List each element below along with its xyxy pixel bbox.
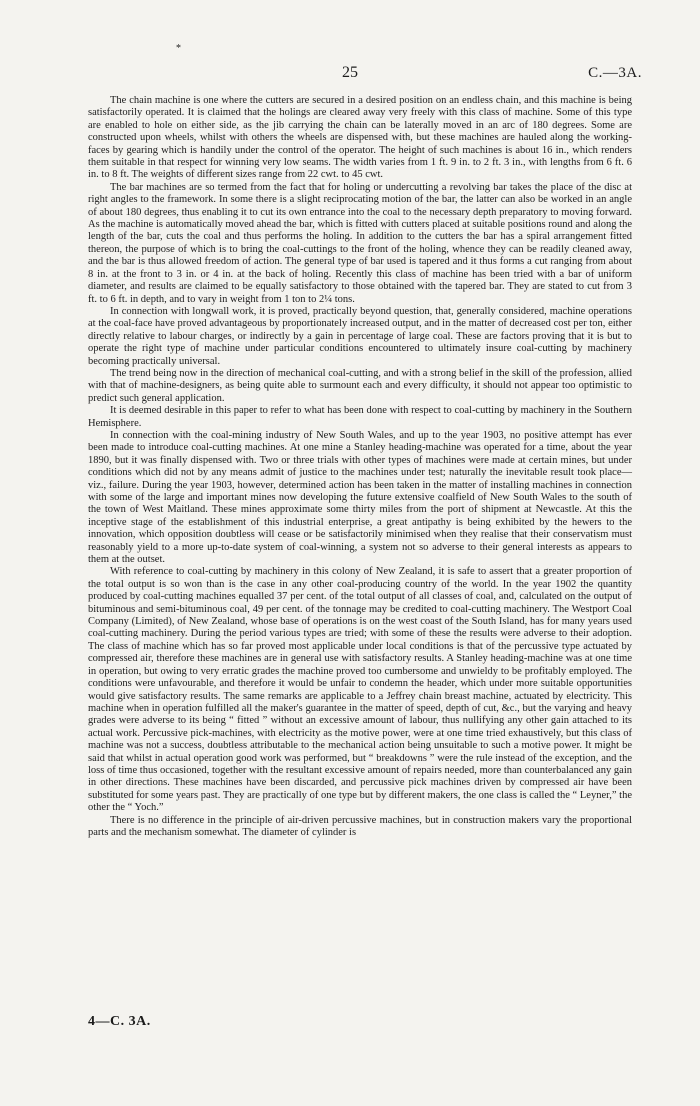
paragraph-bar-machines: The bar machines are so termed from the fact that for holing or undercutting a revolving bar takes the place of the disc at right angles to the framework. In some there is a slight reciprocating motion of the bar, the latter can also be worked in an angle of about 180 degrees, thus enabling it to cut its own entrance into the coal to the necessary depth preparatory to moving forward. As the machine is automatically moved ahead the bar, which is fitted with cutters placed at suitable positions round and along the length of the bar, cuts the coal and thus performs the holing. In addition to the cutters the bar has a spiral arrangement fitted thereon, the purpose of which is to bring the coal-cuttings to the front of the holing, whence they can be readily cleaned away, and the bar is thus allowed freedom of action. The general type of bar used is tapered and it thus forms a cut ranging from about 8 in. at the front to 3 in. or 4 in. at the back of holing. Recently this class of machine has been tried with a bar of uniform diameter, and results are claimed to be equally satisfactory to those obtained with the tapered bar. They are stated to cut from 3 ft. to 6 ft. in depth, and to vary in weight from 1 ton to 2¼ tons.	[88, 181, 632, 305]
paragraph-new-zealand: With reference to coal-cutting by machinery in this colony of New Zealand, it is safe to assert that a greater proportion of the total output is so won than is the case in any other coal-producing country of the world. In the year 1902 the quantity produced by coal-cutting machines equalled 37 per cent. of the total output of all classes of coal, and, calculated on the output of bituminous and semi-bituminous coal, 49 per cent. of the tonnage may be credited to coal-cutting machinery. The Westport Coal Company (Limited), of New Zealand, whose base of operations is on the west coast of the South Island, has for many years used coal-cutting machinery. During the period various types are tried; with some of these the results were adverse to their adoption. The class of machine which has so far proved most applicable under local conditions is that of the percussive type actuated by compressed air, therefore these machines are in general use with satisfactory results. A Stanley heading-machine was at one time in operation, but owing to very erratic grades the machine proved too cumbersome and unwieldy to be profitably employed. The conditions were unfavourable, and therefore it would be unfair to condemn the header, which under more suitable opportunities would give satisfactory results. The same remarks are applicable to a Jeffrey chain breast machine, actuated by electricity. This machine when in operation fulfilled all the maker's guarantee in the matter of speed, depth of cut, &c., but the varying and heavy grades were adverse to its being “ fitted ” without an excessive amount of labour, thus nullifying any other gain attached to its actual work. Percussive pick-machines, with electricity as the motive power, were at one time tried exhaustively, but this class of machine was not a success, doubtless attributable to the mechanical action being unsuitable to such a motive power. It might be said that whilst in actual operation good work was performed, but “ breakdowns ” were the rule instead of the exception, and the loss of time thus occasioned, together with the resultant excessive amount of repairs needed, more than counterbalanced any gain in other directions. These machines have been discarded, and percussive pick machines driven by compressed air have been substituted for some years past. They are practically of one type but by different makers, the one class is called the “ Leyner,” the other the “ Yoch.”	[88, 566, 632, 814]
body-text	[88, 95, 632, 839]
paragraph-longwall-work: In connection with longwall work, it is proved, practically beyond question, that, generally considered, machine operations at the coal-face have proved advantageous by proportionately increased output, and in the matter of decreased cost per ton, either directly relative to labour charges, or indirectly by a gain in percentage of large coal. These are factors proving that it is but to operate the right type of machine under particular conditions encountered to ultimately insure coal-cutting by machinery becoming practically universal.	[88, 305, 632, 367]
paragraph-percussive-machines: There is no difference in the principle of air-driven percussive machines, but in construction makers vary the proportional parts and the mechanism somewhat. The diameter of cylinder is	[88, 814, 632, 838]
signature-mark: 4—C. 3A.	[88, 1014, 151, 1029]
document-reference: C.—3A.	[588, 65, 642, 81]
printer-mark: *	[176, 43, 181, 54]
page-number: 25	[342, 64, 358, 81]
paragraph-chain-machine: The chain machine is one where the cutters are secured in a desired position on an endless chain, and this machine is being satisfactorily operated. It is claimed that the holings are cleared away very freely with this class of machine. Some of this type are enabled to hole on either side, as the jib carrying the chain can be laterally moved in an arc of 180 degrees. Some are constructed upon wheels, whilst with others the wheels are dispensed with, but these machines are hauled along the working-faces by gearing which is handily under the control of the operator. The height of such machines is about 16 in., which renders them suitable in that respect for winning very low seams. The width varies from 1 ft. 9 in. to 2 ft. 3 in., with lengths from 6 ft. 6 in. to 8 ft. The weights of different sizes range from 22 cwt. to 45 cwt.	[88, 95, 632, 181]
paragraph-new-south-wales: In connection with the coal-mining industry of New South Wales, and up to the year 1903, no positive attempt has ever been made to introduce coal-cutting machines. At one mine a Stanley heading-machine was operated for a time, about the year 1890, but it was finally dispensed with. Two or three trials with other types of machines were made at certain mines, but under conditions which did not by any means admit of justice to the machines under test; naturally the inevitable result took place—viz., failure. During the year 1903, however, determined action has been taken in the matter of installing machines in connection with some of the large and important mines now developing the future extensive coalfield of New South Wales to the south of the town of West Maitland. These mines approximate some thirty miles from the port of shipment at Newcastle. At this the inceptive stage of the establishment of this industrial enterprise, a great antipathy is being exhibited by the hewers to the innovation, which opposition doubtless will cease or be satisfactorily minimised when they realise that their conservatism must reasonably yield to a more up-to-date system of coal-winning, a system not so adverse to their general interests as appears to them at the outset.	[88, 429, 632, 566]
paragraph-southern-hemisphere: It is deemed desirable in this paper to refer to what has been done with respect to coal-cutting by machinery in the Southern Hemisphere.	[88, 405, 632, 429]
paragraph-trend: The trend being now in the direction of mechanical coal-cutting, and with a strong belief in the skill of the profession, allied with that of machine-designers, as being quite able to surmount each and every difficulty, it should not appear too optimistic to predict such general application.	[88, 367, 632, 404]
